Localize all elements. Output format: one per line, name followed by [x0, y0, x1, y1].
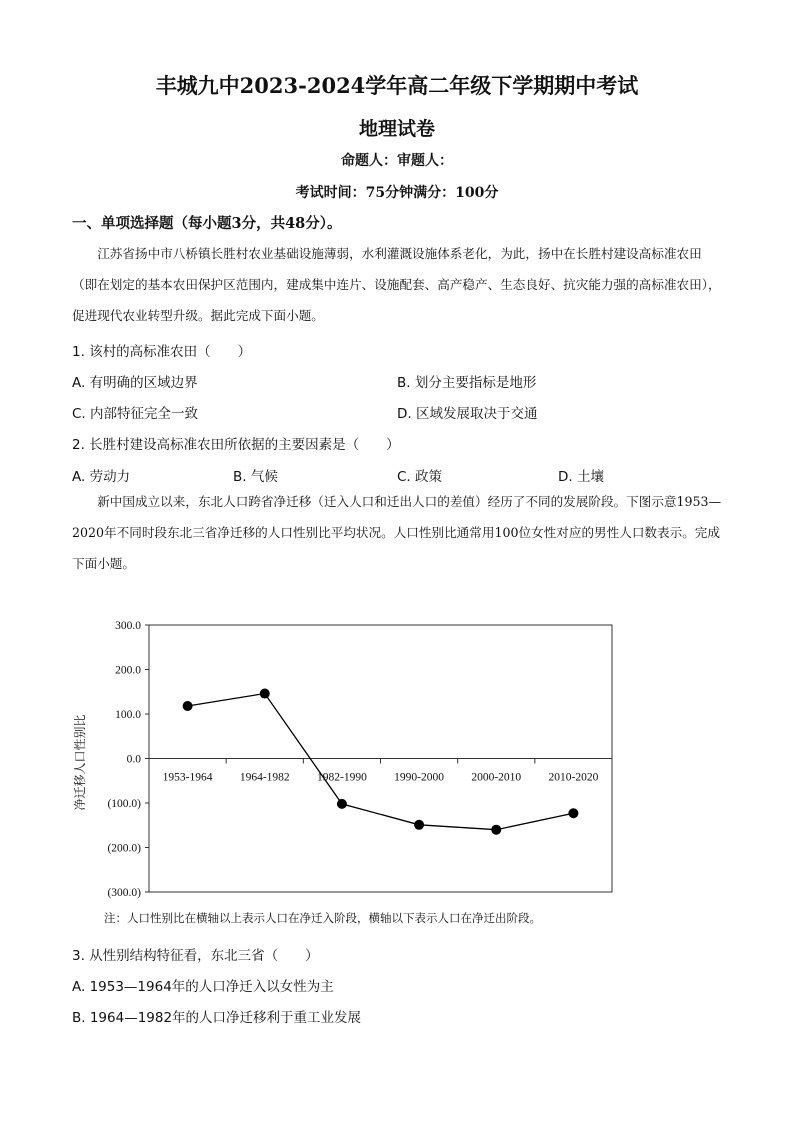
question-3-option-a: A. 1953—1964年的人口净迁入以女性为主 — [72, 979, 334, 995]
question-2-option-b: B. 气候 — [233, 469, 278, 485]
question-1-option-a: A. 有明确的区域边界 — [72, 375, 198, 391]
y-tick-label: 200.0 — [115, 664, 141, 677]
question-2-option-c: C. 政策 — [397, 469, 443, 485]
x-tick-label: 1982-1990 — [316, 771, 367, 784]
y-tick-label: (200.0) — [107, 842, 141, 855]
question-1-option-b: B. 划分主要指标是地形 — [397, 375, 537, 391]
exam-info: 考试时间：75分钟满分：100分 — [295, 185, 499, 201]
data-point — [491, 825, 501, 835]
data-point — [337, 799, 347, 809]
y-tick-label: 0.0 — [126, 753, 141, 766]
x-tick-label: 2010-2020 — [548, 771, 599, 784]
question-3-option-b: B. 1964—1982年的人口净迁移利于重工业发展 — [72, 1010, 362, 1026]
data-point — [183, 701, 193, 711]
sex-ratio-line-chart — [60, 612, 640, 902]
question-1-option-d: D. 区域发展取决于交通 — [397, 406, 538, 422]
passage-2: 新中国成立以来，东北人口跨省净迁移（迁入人口和迁出人口的差值）经历了不同的发展阶段。下图示意1953—2020年不同时段东北三省净迁移的人口性别比平均状况。人口性别比通常用100位女性对应的男性人口数表示。完成下面小题。 — [72, 494, 722, 571]
subject-title: 地理试卷 — [358, 118, 435, 140]
question-1-stem: 1. 该村的高标准农田（ ） — [72, 344, 252, 360]
passage-1: 江苏省扬中市八桥镇长胜村农业基础设施薄弱，水利灌溉设施体系老化，为此，扬中在长胜村建设高标准农田（即在划定的基本农田保护区范围内，建成集中连片、设施配套、高产稳产、生态良好、抗灾能力强的高标准农田），促进现代农业转型升级。据此完成下面小题。 — [72, 246, 721, 323]
exam-title: 丰城九中2023-2024学年高二年级下学期期中考试 — [155, 73, 639, 98]
y-tick-label: 300.0 — [115, 620, 141, 632]
y-axis-label: 净迁移人口性别比 — [73, 714, 87, 811]
data-point — [260, 689, 270, 699]
x-tick-label: 1990-2000 — [394, 771, 445, 784]
question-2-stem: 2. 长胜村建设高标准农田所依据的主要因素是（ ） — [72, 437, 400, 453]
x-tick-label: 1953-1964 — [162, 771, 213, 784]
y-tick-label: 100.0 — [115, 709, 141, 721]
chart-note: 注：人口性别比在横轴以上表示人口在净迁入阶段，横轴以下表示人口在净迁出阶段。 — [104, 911, 541, 925]
x-tick-label: 2000-2010 — [471, 771, 522, 784]
authors-line: 命题人：审题人： — [341, 153, 453, 169]
question-2-option-a: A. 劳动力 — [72, 469, 131, 485]
question-3-stem: 3. 从性别结构特征看，东北三省（ ） — [72, 948, 319, 964]
question-1-option-c: C. 内部特征完全一致 — [72, 406, 199, 422]
y-tick-label: (100.0) — [107, 798, 141, 810]
section-heading: 一、单项选择题（每小题3分，共48分）。 — [72, 215, 342, 232]
data-point — [414, 820, 424, 830]
x-tick-label: 1964-1982 — [239, 771, 290, 784]
y-tick-label: (300.0) — [107, 887, 141, 899]
question-2-option-d: D. 土壤 — [558, 469, 604, 485]
data-point — [568, 808, 578, 818]
